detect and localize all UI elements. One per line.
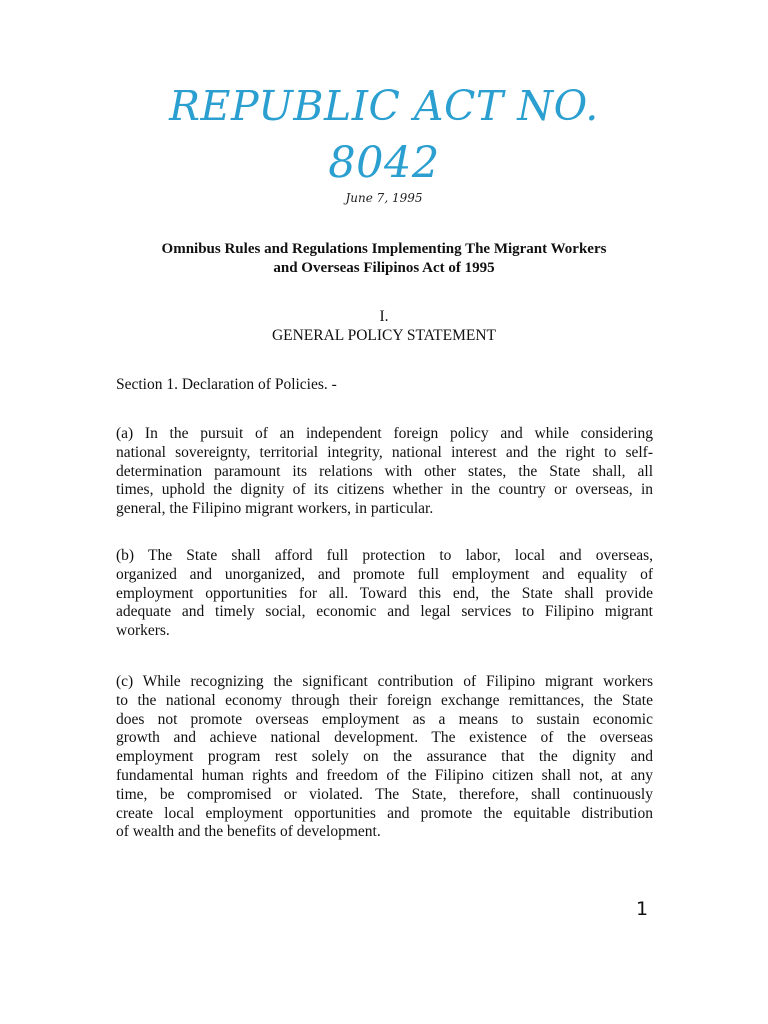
paragraph-line: employment opportunities for all. Toward this end, the State shall provide bbox=[116, 584, 653, 602]
document-subtitle bbox=[100, 240, 668, 278]
page-number: 1 bbox=[636, 898, 649, 920]
paragraph-line: adequate and timely social, economic and legal services to Filipino migrant bbox=[116, 603, 653, 621]
subtitle-line1: Omnibus Rules and Regulations Implementing The Migrant Workers bbox=[161, 241, 607, 257]
document-title-line1: REPUBLIC ACT NO. bbox=[169, 82, 599, 130]
document-title-line2: 8042 bbox=[328, 138, 440, 188]
paragraph-line: does not promote overseas employment as a means to sustain economic bbox=[116, 710, 653, 728]
paragraph-line: (b) The State shall afford full protection to labor, local and overseas, bbox=[116, 547, 653, 564]
paragraph-line: (a) In the pursuit of an independent foreign policy and while considering bbox=[116, 425, 653, 442]
subtitle-line2: and Overseas Filipinos Act of 1995 bbox=[273, 260, 495, 276]
paragraph-line: general, the Filipino migrant workers, in particular. bbox=[116, 500, 434, 518]
paragraph-line: times, uphold the dignity of its citizens whether in the country or overseas, in bbox=[116, 481, 653, 499]
paragraph-line: time, be compromised or violated. The State, therefore, shall continuously bbox=[116, 785, 653, 803]
paragraph-line: to the national economy through their foreign exchange remittances, the State bbox=[116, 691, 653, 709]
paragraph-line: create local employment opportunities and promote the equitable distribution bbox=[116, 804, 653, 822]
paragraph-line: fundamental human rights and freedom of the Filipino citizen shall not, at any bbox=[116, 766, 653, 784]
part-heading: GENERAL POLICY STATEMENT bbox=[271, 327, 497, 344]
paragraph-c bbox=[116, 673, 653, 842]
paragraph-line: employment program rest solely on the assurance that the dignity and bbox=[116, 748, 653, 766]
document-date: June 7, 1995 bbox=[345, 191, 423, 205]
paragraph-line: workers. bbox=[116, 622, 170, 640]
paragraph-line: growth and achieve national development. The existence of the overseas bbox=[116, 729, 653, 747]
paragraph-b bbox=[116, 547, 653, 641]
paragraph-line: of wealth and the benefits of development. bbox=[116, 823, 381, 841]
paragraph-a bbox=[116, 425, 653, 519]
paragraph-line: determination paramount its relations with other states, the State shall, all bbox=[116, 462, 653, 480]
paragraph-line: national sovereignty, territorial integrity, national interest and the right to self- bbox=[116, 443, 653, 461]
paragraph-line: (c) While recognizing the significant contribution of Filipino migrant workers bbox=[116, 673, 653, 690]
part-numeral: I. bbox=[379, 308, 389, 325]
section-title: Section 1. Declaration of Policies. - bbox=[116, 376, 337, 393]
paragraph-line: organized and unorganized, and promote full employment and equality of bbox=[116, 565, 653, 583]
